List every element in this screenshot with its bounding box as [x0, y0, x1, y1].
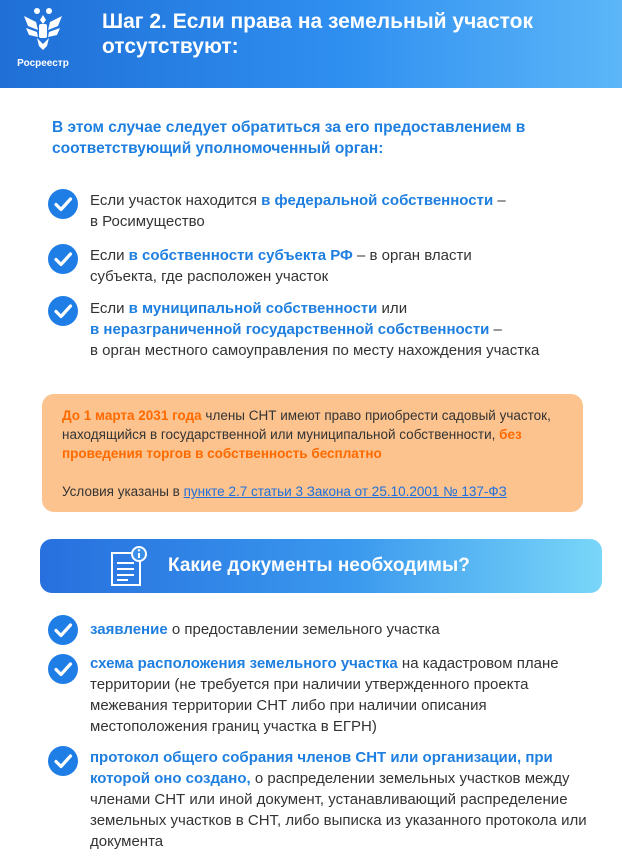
- item-text: –: [489, 321, 502, 338]
- note-date: До 1 марта 2031 года: [62, 408, 202, 423]
- note-emphasis: без проведения торгов в собственность бесплатно: [62, 427, 522, 461]
- eagle-emblem-icon: [22, 6, 64, 54]
- note-text: [62, 406, 572, 463]
- item-text: в Росимущество: [90, 213, 205, 230]
- owner-item-subject: [90, 245, 610, 287]
- intro-text: В этом случае следует обратиться за его предоставлением в соответствующий уполномоченный орган:: [52, 119, 526, 157]
- document-info-icon: [108, 545, 150, 587]
- conditions-prefix: Условия указаны в: [62, 484, 184, 499]
- item-text: Если: [90, 300, 129, 317]
- doc-item-protocol: [90, 747, 590, 852]
- checkmark-icon: [48, 615, 78, 645]
- page-header: [0, 0, 622, 88]
- checkmark-icon: [48, 296, 78, 326]
- item-text: субъекта, где расположен участок: [90, 268, 329, 285]
- law-link[interactable]: пункте 2.7 статьи 3 Закона от 25.10.2001 № 137-ФЗ: [183, 484, 507, 499]
- checkmark-icon: [48, 746, 78, 776]
- rosreestr-logo: [10, 6, 76, 76]
- item-highlight: в федеральной собственности: [261, 192, 494, 209]
- item-highlight: в неразграниченной государственной собственности: [90, 321, 490, 338]
- item-highlight: в собственности субъекта РФ: [128, 247, 353, 264]
- item-text: Если: [90, 247, 129, 264]
- documents-title: Какие документы необходимы?: [168, 555, 470, 576]
- checkmark-icon: [48, 189, 78, 219]
- checkmark-icon: [48, 654, 78, 684]
- logo-text: Росреестр: [17, 58, 69, 69]
- item-text: Если участок находится: [90, 192, 262, 209]
- item-text: – в орган власти: [352, 247, 472, 264]
- item-highlight: в муниципальной собственности: [128, 300, 378, 317]
- documents-banner: [40, 539, 602, 593]
- item-text: или: [377, 300, 408, 317]
- note-body: члены СНТ имеют право приобрести садовый участок, находящийся в государственной или муниципальной собственности,: [62, 408, 551, 442]
- doc-highlight: схема расположения земельного участка: [90, 655, 398, 672]
- info-note: [42, 394, 583, 512]
- doc-item-scheme: [90, 653, 580, 737]
- owner-item-federal: [90, 190, 610, 232]
- item-text: в орган местного самоуправления по месту нахождения участка: [90, 342, 540, 359]
- page-title: Шаг 2. Если права на земельный участок отсутствуют:: [102, 10, 533, 58]
- checkmark-icon: [48, 244, 78, 274]
- doc-text: о предоставлении земельного участка: [167, 621, 440, 638]
- note-conditions: [62, 482, 572, 501]
- owner-item-municipal: [90, 298, 610, 361]
- doc-highlight: заявление: [90, 621, 168, 638]
- doc-highlight: протокол общего собрания членов СНТ или организации, при которой оно создано,: [90, 749, 553, 787]
- doc-text: на кадастровом плане территории (не требуется при наличии утвержденного проекта межевания территории СНТ либо при наличии описания местоположения границ участка в ЕГРН): [90, 655, 559, 735]
- doc-item-application: [90, 619, 580, 640]
- item-text: –: [493, 192, 506, 209]
- doc-text: о распределении земельных участков между членами СНТ или иной документ, устанавливающий распределение земельных участков в СНТ, либо выписка из указанного протокола или документа: [90, 770, 587, 850]
